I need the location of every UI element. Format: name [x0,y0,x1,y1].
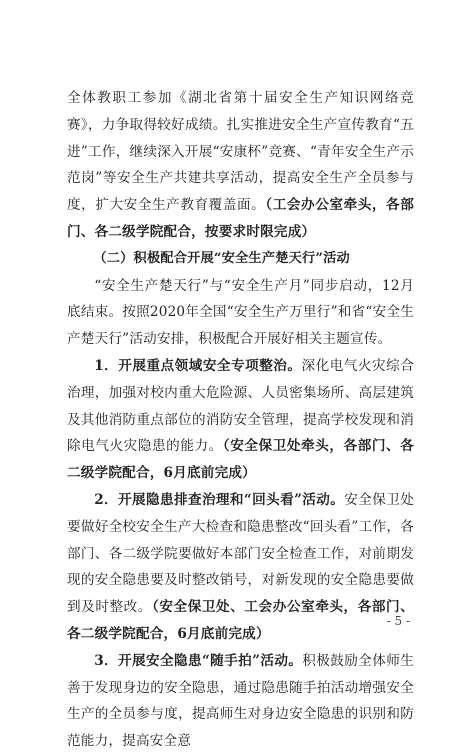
paragraph-text: 全体教职工参加《湖北省第十届安全生产知识网络竞赛》，力争取得较好成绩。扎实推进安全生产宣传教育“五进”工作，继续深入开展“安康杯”竞赛、“青年安全生产示范岗”等安全生产共建共享活动，提高安全生产全员参与度，扩大安全生产教育覆盖面。 [67,90,414,214]
responsibility-note: （安全保卫处牵头，各部门、各二级学院配合，6月底前完成） [67,438,415,482]
list-item [67,648,414,755]
list-item [67,353,414,487]
paragraph-intro: “安全生产楚天行”与“安全生产月”同步启动，12月底结束。按照2020年全国“安全生产万里行”和省“安全生产楚天行”活动安排，积极配合开展好相关主题宣传。 [67,277,414,348]
responsibility-note: （工会办公室牵头，各部门、各二级学院配合，按要求时限完成） [67,197,414,240]
item-body: 积极鼓励全体师生善于发现身边的安全隐患，通过隐患随手拍活动增强安全生产的全员参与度，提高师生对身边安全隐患的识别和防范能力，提高安全意 [67,652,414,750]
item-title: 1．开展重点领域安全专项整治。 [94,357,302,374]
paragraph-continued [67,85,414,246]
responsibility-note: （安全保卫处、工会办公室牵头，各部门、各二级学院配合，6月底前完成） [67,599,415,642]
list-item [67,487,414,648]
section-heading: （二）积极配合开展“安全生产楚天行”活动 [93,250,350,266]
item-title: 3．开展安全隐患“随手拍”活动。 [94,652,303,669]
item-body: 深化电气火灾综合治理，加强对校内重大危险源、人员密集场所、高层建筑及其他消防重点部位的消防安全管理，提高学校发现和消除电气火灾隐患的能力。 [67,357,414,455]
page-number: - 5 - [386,614,410,628]
item-title: 2．开展隐患排查治理和“回头看”活动。 [94,491,345,508]
item-body: 安全保卫处要做好全校安全生产大检查和隐患整改“回头看”工作，各部门、各二级学院要做好本部门安全检查工作，对前期发现的安全隐患要及时整改销号，对新发现的安全隐患要做到及时整改。 [67,491,414,616]
